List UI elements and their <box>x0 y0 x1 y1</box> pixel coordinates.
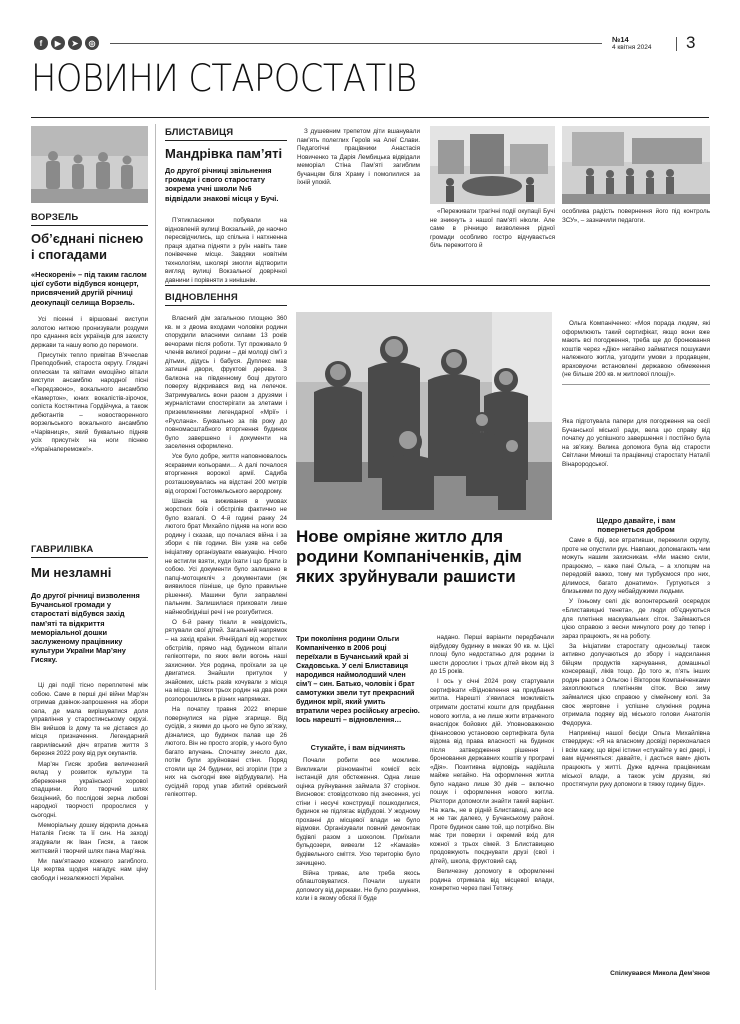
vidnovlennia-paragraph: Величезну допомогу в оформленні родина отримала від місцевої влади, конкретно через пані Тетяну. <box>430 867 554 893</box>
vidnovlennia-paragraph: І ось у січні 2024 року стартували сертифікати «Відновлення на придбання житла. Нарешті з’явилася можливість отримати достатні кошти для придбання нового житла, а не лише жити втраченого внаслідок бойових дій. Уповноваженою фінансовою установою сертифіката була відома від права власності на будинок після затвердження рішення і бронювання державних коштів у програмі «Дія». Позитивна відповідь надійшла майже негайно. На оформлення житла було надано лише 30 днів – включно пошук і оформлення нового житла. Рієлтори допомогли знайти такий варіант. На жаль, не в рідній Блиставиці, але все ж не так далеко, у Бучанському районі. Проте будинок саме той, що потрібно. Він має три поверхи і окремий вхід для кожної з трьох сімей. З Блиставицею продовжують поєднувати друзі (свої і дітей), школа, фруктовий сад. <box>430 678 554 865</box>
vidnovlennia-col1 <box>165 315 287 802</box>
havrylivka-paragraph: Ці дві події тісно переплетені між собою. Саме в перші дні війни Мар’ян отримав дзвінок-запрошення на збори села, де мала вирішуватися доля управління у старостинському окрузі. Він вийшов із дому та не дістався до місця призначення. Легендарний гаврилівський діяч втратив життя 3 березня 2022 року від рук окупантів. <box>31 682 148 758</box>
vorzel-section-label: ВОРЗЕЛЬ <box>31 212 79 223</box>
vidnovlennia-section-label: ВІДНОВЛЕННЯ <box>165 292 238 303</box>
blystavytsia-caption-right: особлива радість повернення його під контроль ЗСУ», – зазначили педагоги. <box>562 208 710 224</box>
blystavytsia-headline: Мандрівка пам’яті <box>165 146 283 161</box>
vorzel-paragraph: Присутніх тепло привітав В’ячеслав Преподобний, староста округу. Глядачі оплескам та квітами емоційно вітали виступи ансамблю народної пісні «Передзвоно», вокального ансамблю «Камертон», юних вокалістів-зірочок, соліста Костянтина Гордійчука, а також дебютантів – новостворенного ворзельського вокального ансамблю «Чарівниця», який буквально підняв усіх присутніх на ноги піснею «Українапереможе!». <box>31 351 148 453</box>
vidnovlennia-paragraph: У їхньому селі діє волонтерський осередок «Блиставицькі тенета», де люди об’єднуються для плетіння маскувальних сіток. Займаються цією справою з весни минулого року до тепер і зараз працюють, як на роботу. <box>562 598 710 640</box>
blystavytsia-lead: До другої річниці звільнення громади і свого старостату зокрема учні школи №6 відвідали знакові місця у Бучі. <box>165 166 279 203</box>
kompanichenko-family-photo <box>296 312 552 520</box>
vidnovlennia-lead: Три покоління родини Ольги Компаніченко в 2006 році переїхали в Бучанський край зі Скадовська. У селі Блиставиця народився наймолодший член сім’ї – син. Батько, чоловік і брат самотужки звели тут прекрасний будинок мрії, який умить втратили через російську агресію. Іось нарешті – відновлення… <box>296 634 420 724</box>
vidnovlennia-quote-box <box>562 320 710 385</box>
havrylivka-paragraph: Мар’ян Гисяк зробив величезний вклад у розвиток культури та збереження української хорової спадщини. Його творчий шлях безцінний, бо послідові зерна любові народної творчості пророслися у сьогодні. <box>31 760 148 819</box>
blystavytsia-paragraph: З душевним трепетом діти вшанували пам’ять полеглих Героїв на Алеї Слави. Педагогічні працівники Анастасія Новиченко та Дарія Лембицька відвідали меморіал Стіна Пам’яті загиблим бучанцям біля Храму і помолилися за їхній упокій. <box>297 128 420 187</box>
havrylivka-section-label: ГАВРИЛІВКА <box>31 544 94 555</box>
vorzel-paragraph: Усі пісенні і віршовані виступи золотою ниткою пронизували роздуми про єднання всіх українців для захисту держави та нашу волю до перемоги. <box>31 316 148 349</box>
vidnovlennia-col3 <box>430 634 554 895</box>
vidnovlennia-subhead-2: Щедро давайте, і вам повернеться добром <box>596 516 676 535</box>
vidnovlennia-paragraph: Власний дім загальною площею 360 кв. м з двома входами чоловіки родини спорудили власними силами 13 років вечорами після роботи. Тут проживало 9 членів великої родини – дві молоді сім’ї з дітьми, дідусь і бабуся. Дуплекс мав затишні двори, фруктові дерева. З балкона на південному боці другого поверху відкривався вид на лелечок. Затримувались вони разом з друзями і журналістами спостерігати за злетами і приземленнями легендарної «Мрії» і «Руслана». Буквально за пів року до повномасштабного вторгнення будинок було завершено і документи на заселення оформлено. <box>165 315 287 451</box>
blystavytsia-memorial-photo <box>430 126 555 204</box>
telegram-icon[interactable]: ➤ <box>68 36 82 50</box>
facebook-icon[interactable]: f <box>34 36 48 50</box>
instagram-icon[interactable]: ◎ <box>85 36 99 50</box>
havrylivka-headline: Ми незламні <box>31 565 112 580</box>
vidnovlennia-headline: Нове омріяне житло для родини Компаніченків, дім яких зруйнували рашисти <box>296 527 522 586</box>
vidnovlennia-paragraph: За ініціативи старостату однозельці також активно долучаються до збору і надсилання бійцям продуктів харчування, домашньої консервації, ліків тощо. До того ж, п’ять інших родин разом з Ольгою і Віктором Компаніченками захоплюються плетінням сіток. Всю зиму займалися цією справою у сімейному колі. За своє жертовне і успішне служіння родина отримала подяку від міського голови Анатолія Федорука. <box>562 642 710 727</box>
vidnovlennia-paragraph: Шансів на виживання в умовах жорстких боїв і обстрілів фактично не було взагалі. О 4-й годині ранку 24 лютого брат Михайло підняв на ноги всю родину і сказав, що почалася війна і за збори є пів години. Він узяв на себе ініціативу організувати евакуацію. Нічого не встигли взяти, куди їхати і що брати із собою. Усі документи було залишено в папці-мотоцикліч з документами (як виявилося пізніше, це було правильне рішення). Машини були заправлені пальним. Залишилася приховати лише найнеобхідніші речі і не розгубитися. <box>165 497 287 616</box>
vorzel-body <box>31 316 148 456</box>
vidnovlennia-signature: Спілкувався Микола Дем’янов <box>610 970 710 977</box>
blystavytsia-body-col1 <box>165 217 287 287</box>
section-title: НОВИНИ СТАРОСТАТІВ <box>31 56 417 100</box>
issue-date: 4 квітня 2024 <box>612 44 652 51</box>
youtube-icon[interactable]: ▶ <box>51 36 65 50</box>
blystavytsia-caption-left: «Переживати трагічні події окупації Бучі не зникнуть з нашої пам’яті ніколи. Але саме в річницю визволення рідної громади особливо гостро відчувається біль пережитого й <box>430 208 555 250</box>
vorzel-headline: Об’єднані піснею і спогадами <box>31 231 144 262</box>
vidnovlennia-quote: Ольга Компаніченко: «Моя порада людям, які оформлюють такий сертифікат, якщо вони вже мають всі погодження, треба ще до бронювання коштів через «Дію» негайно займатися пошуками належного житла, узгодити умови з продавцем, враховуючи встановлені державою обмеження (не більше 200 кв. м житлової площі)». <box>562 320 710 379</box>
vidnovlennia-col4b <box>562 537 710 791</box>
vidnovlennia-paragraph: надано. Перші варіанти передбачали відбудову будинку в межах 90 кв. м. Цієї площі було недостатньо для родини із шести дорослих і трьох дітей віком від 3 до 15 років. <box>430 634 554 676</box>
social-icons-row <box>34 36 102 50</box>
blystavytsia-students-photo <box>562 126 710 204</box>
blystavytsia-body-col2 <box>297 128 420 189</box>
vidnovlennia-paragraph: Усе було добре, життя наповнювалось яскравими кольорами… А далі почалося вторгнення ворожої армії. Садиба розташовувалась на відстані 200 метрів від огорожі Гостомельського аеродрому. <box>165 453 287 495</box>
vorzel-lead: «Нескорені» – під таким гаслом цієї суботи відбувся концерт, присвячений другій річниці деокупації селища Ворзель. <box>31 270 147 307</box>
vidnovlennia-paragraph: Війна триває, але треба якось облаштовуватися. Почали шукати допомогу від держави. Не було розуміння, коли і в якому обсязі її буде <box>296 869 420 903</box>
vorzel-concert-photo <box>31 126 148 203</box>
vidnovlennia-paragraph: Почали робити все можливе. Викликали різноманітні комісії всіх інстанцій для обстеження. Одна лише оцінка руйнування займала 37 сторінок. Висновок: стовідсотково під знесення, усі стіни і несучі конструкції пошкодилися, будинок не підлягає відбудові. У жодному проханні до місцевої влади не було відмови. Організували повний демонтаж будівлі разом з шоколом. Приїхали бульдозери, вивезли 12 «Камазів» будівельного сміття. Усю територію було зачищено. <box>296 757 420 867</box>
havrylivka-paragraph: Ми пам’ятаємо кожного загиблого. Ця жертва щодня нагадує нам ціну свободи і незалежності України. <box>31 857 148 882</box>
vidnovlennia-subhead-1: Стукайте, і вам відчинять <box>310 743 406 752</box>
vidnovlennia-paragraph: Саме в біді, все втративши, пережили скрупу, проте не опустили рук. Навпаки, допомагають чим можуть нашим захисникам. «Ми маємо сили, працюємо, – каже пані Ольга, – а хлопцям на передовій важко, тому ми турбуємося про них, ділимося, багато донатимо». Гуртуються з близькими по духу небайдужими людьми. <box>562 537 710 596</box>
issue-info <box>612 36 652 52</box>
vidnovlennia-paragraph: О 6-й ранку тікали в невідомість, рятували свої дітей. Загальний напрямок – на захід країни. Ячнійдалі від жорстких обстрілів, прямо над будинком вітали гелікоптери, по яких вели вогонь наші захисники. Уся родина, проїхали за це двигатися. Знайшли притулок у знайомих, шість разів кочували з місця на місце. Шляхи трьох родин на два роки розпорошились в різних напрямках. <box>165 618 287 703</box>
blystavytsia-section-label: БЛИСТАВИЦЯ <box>165 127 234 138</box>
vidnovlennia-paragraph: На початку травня 2022 вперше повернулися на рідне згарище. Від сусідів, з якими до цього не було зв’язку, дізналися, що будинок палав ще 26 лютого. Він не просто згорів, у нього було багато влучань. Спочатку знесло дах, потім були зруйновані стіни. Поряд стояли ще 24 будинки, всі згоріли (три з них на сьогодні вже відбудували). На сусідній город упав збитий орківський гелікоптер. <box>165 705 287 799</box>
havrylivka-body <box>31 682 148 885</box>
vidnovlennia-col4a <box>562 418 710 471</box>
blystavytsia-paragraph: П’ятикласники побували на відновленій вулиці Вокзальній, де наочно пересвідчились, що спільна і натхненна праця здатна підняти з руїн навіть таке понівечене місце. Завдяки новітнім технологіям, школярі змогли відтворити вигляд вулиці Вокзальної доврічної давнини і порівняти з нинішнім. <box>165 217 287 284</box>
page-number: 3 <box>686 33 696 52</box>
havrylivka-paragraph: Меморіальну дошку відкрила донька Наталія Гисяк та її син. На заході згадували як Іван Гисяк, а також життєвий і творчий шлях пана Мар’яна. <box>31 821 148 855</box>
issue-number: №14 <box>612 35 629 44</box>
vidnovlennia-col2 <box>296 757 420 905</box>
havrylivka-lead: До другої річниці визволення Бучанської громади у старостаті відбувся захід пам’яті та відкриття меморіальної дошки заслуженому працівнику культури України Мар’яну Гисяку. <box>31 591 140 665</box>
vidnovlennia-paragraph: Яка підготувала папери для погодження на сесії Бучанської міської ради, вела цю справу від початку до успішного завершення і постійно була на зв’язку. Велика допомога була від старости Світлани Микиші та працівниці старостату Наталії Вінарородської. <box>562 418 710 468</box>
vidnovlennia-paragraph: Наприкінці нашої бесіди Ольга Михайлівна стверджує: «Я на власному досвіді переконалася і всім кажу, що вірні істини «стукайте у всі двері, і вам відчиняться: давайте, і дасться вам» діють працюють у житті. Дуже вдячна працівникам міської влади, а також усім друзям, які простягнули руку допомоги в тяжку годину біди». <box>562 729 710 789</box>
